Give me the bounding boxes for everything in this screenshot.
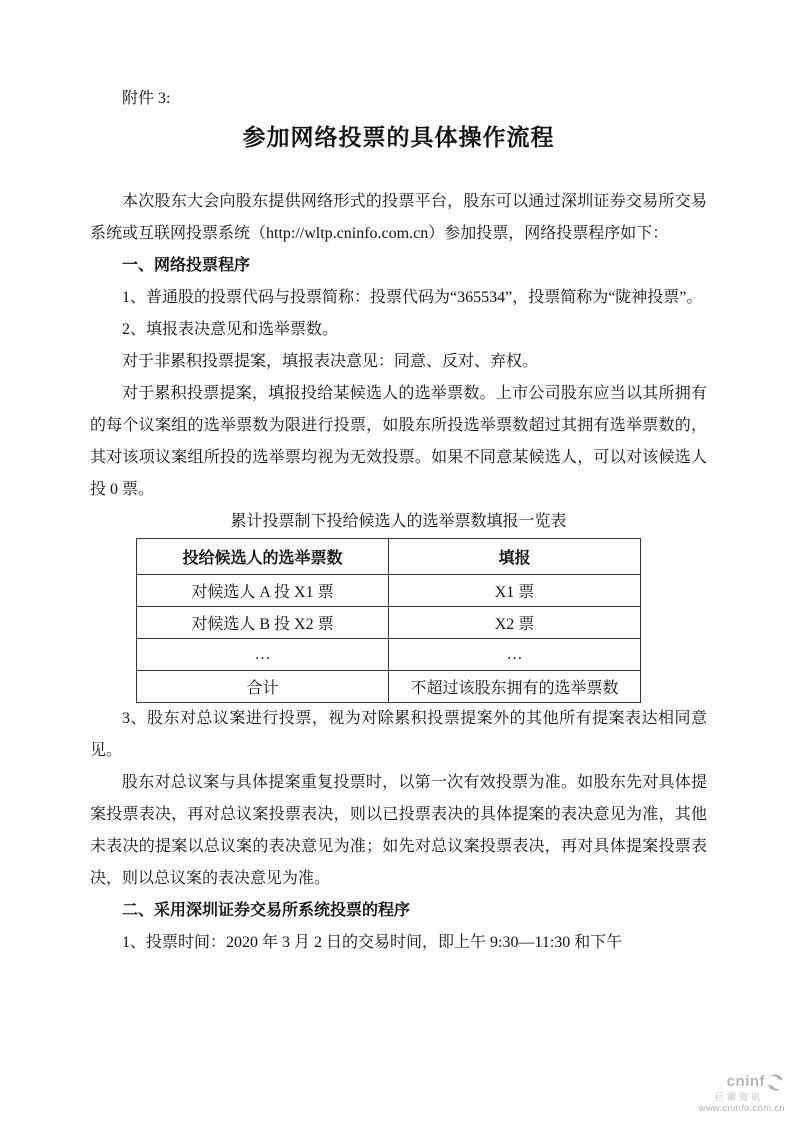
intro-paragraph: 本次股东大会向股东提供网络形式的投票平台，股东可以通过深圳证券交易所交易系统或互联网投票系统（http://wltp.cninfo.com.cn）参加投票，网络投票程序如下： <box>90 193 707 242</box>
cninfo-chinese-name: 巨潮资讯 <box>714 1091 763 1102</box>
table-cell: X2 票 <box>389 607 641 639</box>
page-title: 参加网络投票的具体操作流程 <box>242 125 555 150</box>
attachment-label: 附件 3: <box>122 90 171 107</box>
cninfo-logo-row <box>699 1073 785 1092</box>
table-cell: 不超过该股东拥有的选举票数 <box>389 671 641 703</box>
cninfo-url: www.cninfo.com.cn <box>698 1102 785 1114</box>
section2-paragraph-1: 1、投票时间：2020 年 3 月 2 日的交易时间，即上午 9:30—11:30 和下午 <box>122 934 623 951</box>
table-cell: … <box>137 639 389 671</box>
cumulative-voting-table <box>136 538 641 703</box>
section1-heading: 一、网络投票程序 <box>122 257 251 274</box>
table-row <box>137 639 641 671</box>
section1-paragraph-2: 2、填报表决意见和选举票数。 <box>122 321 339 338</box>
section1-paragraph-3: 对于非累积投票提案，填报表决意见：同意、反对、弃权。 <box>122 353 539 370</box>
table-header-fill: 填报 <box>389 539 641 575</box>
cninfo-swirl-icon <box>766 1073 785 1092</box>
table-row <box>137 575 641 607</box>
table-row <box>137 671 641 703</box>
table-header-row <box>137 539 641 575</box>
table-cell: 对候选人 A 投 X1 票 <box>137 575 389 607</box>
table-cell: X1 票 <box>389 575 641 607</box>
section1-paragraph-5: 3、股东对总议案进行投票，视为对除累积投票提案外的其他所有提案表达相同意见。 <box>90 710 707 759</box>
table-cell: … <box>389 639 641 671</box>
cninfo-logo-text: cninf <box>726 1072 765 1090</box>
cninfo-watermark <box>699 1073 785 1114</box>
table-header-votes: 投给候选人的选举票数 <box>137 539 389 575</box>
section1-paragraph-1: 1、普通股的投票代码与投票简称：投票代码为“365534”，投票简称为“陇神投票”。 <box>122 289 703 306</box>
table-caption: 累计投票制下投给候选人的选举票数填报一览表 <box>230 513 567 530</box>
section1-paragraph-6: 股东对总议案与具体提案重复投票时，以第一次有效投票为准。如股东先对具体提案投票表决，再对总议案投票表决，则以已投票表决的具体提案的表决意见为准，其他未表决的提案以总议案的表决意见为准；如先对总议案投票表决，再对具体提案投票表决，则以总议案的表决意见为准。 <box>90 774 707 887</box>
table-row <box>137 607 641 639</box>
section1-paragraph-4: 对于累积投票提案，填报投给某候选人的选举票数。上市公司股东应当以其所拥有的每个议案组的选举票数为限进行投票，如股东所投选举票数超过其拥有选举票数的，其对该项议案组所投的选举票均视为无效投票。如果不同意某候选人，可以对该候选人投 0 票。 <box>90 385 707 498</box>
table-cell: 对候选人 B 投 X2 票 <box>137 607 389 639</box>
table-cell: 合计 <box>137 671 389 703</box>
section2-heading: 二、采用深圳证券交易所系统投票的程序 <box>122 902 411 919</box>
